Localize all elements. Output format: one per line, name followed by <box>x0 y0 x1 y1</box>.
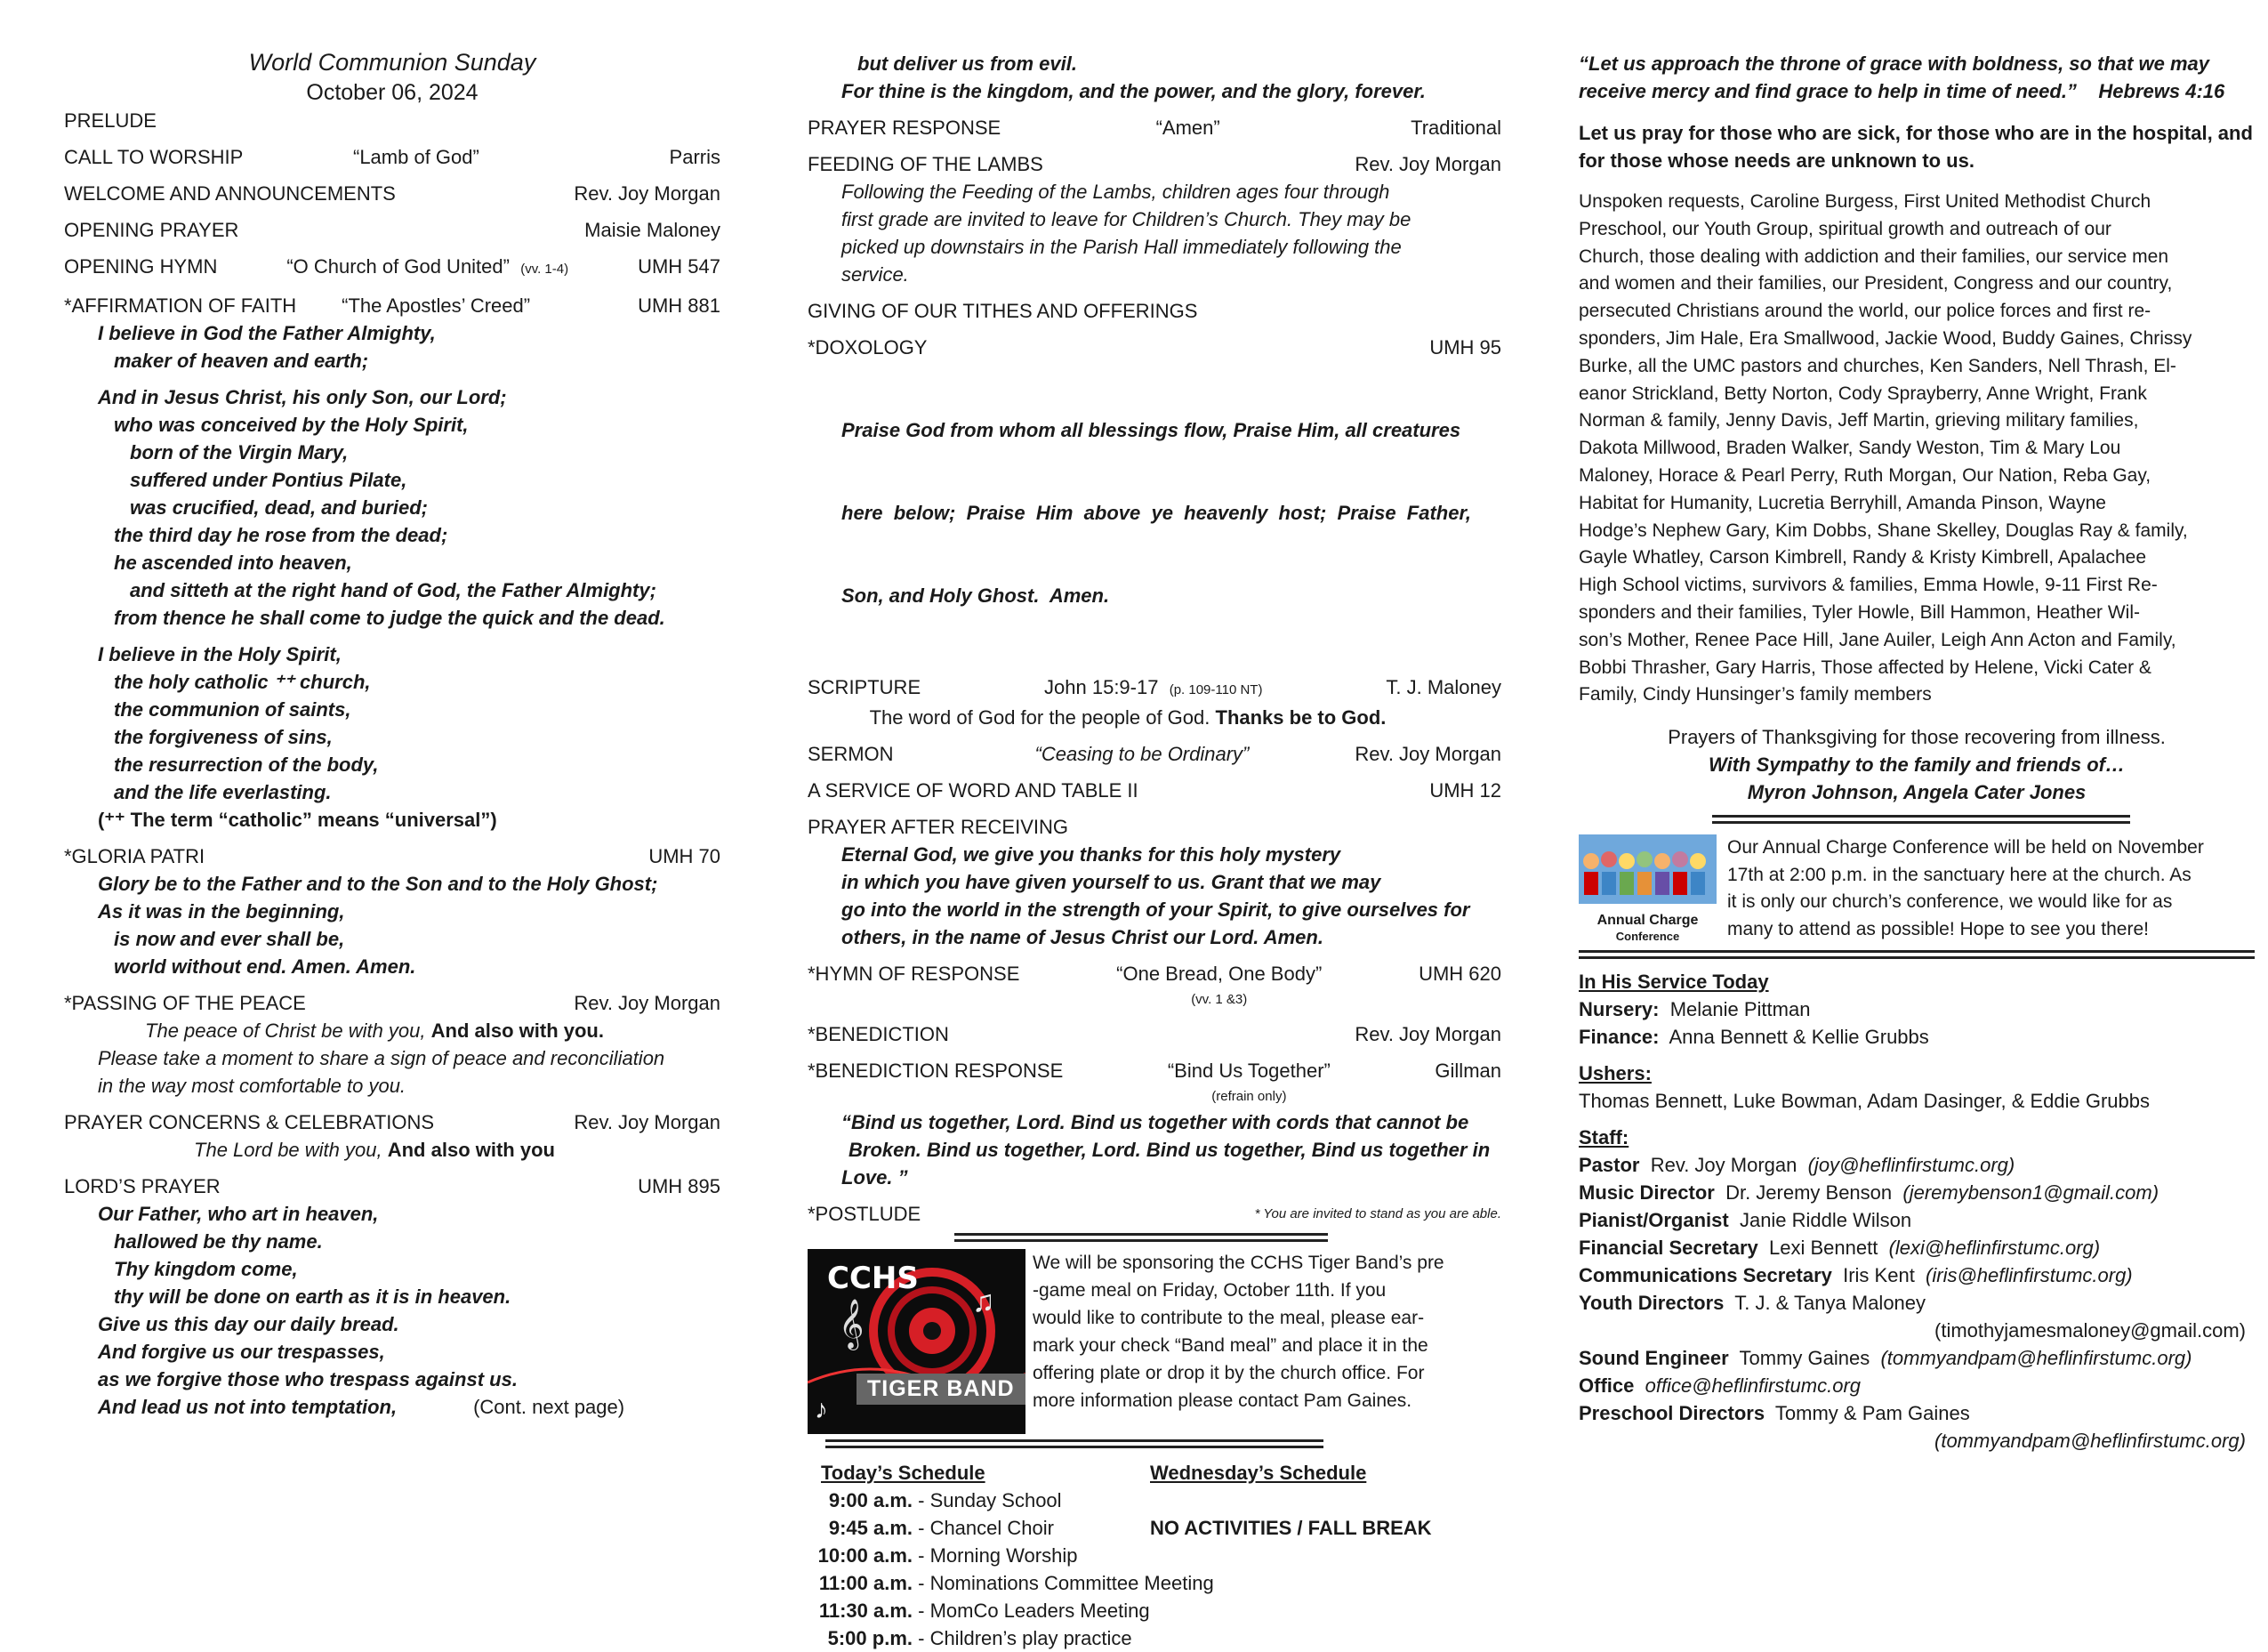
thanksgiving-prayers: Prayers of Thanksgiving for those recovering from illness. <box>1668 726 2166 749</box>
gloria-text: Glory be to the Father and to the Son and to the Holy Ghost; As it was in the beginning, is now and ever shall be, world without end. Amen. Amen. <box>98 873 658 978</box>
word-and-table: A SERVICE OF WORD AND TABLE II UMH 12 <box>808 779 1501 802</box>
wednesday-note: NO ACTIVITIES / FALL BREAK <box>1150 1517 1432 1539</box>
concerns-response: The Lord be with you, And also with you <box>194 1139 555 1161</box>
staff-item: Music Director Dr. Jeremy Benson (jeremybenson1@gmail.com) <box>1579 1181 2159 1205</box>
passing-of-peace: *PASSING OF THE PEACE Rev. Joy Morgan <box>64 992 720 1014</box>
wednesday-schedule-heading: Wednesday’s Schedule <box>1150 1462 1367 1484</box>
preschool-directors: Preschool Directors Tommy & Pam Gaines <box>1579 1402 1970 1425</box>
divider <box>825 1439 1323 1448</box>
svg-text:♪: ♪ <box>815 1395 828 1424</box>
apostles-creed: I believe in God the Father Almighty, maker of heaven and earth; And in Jesus Christ, his only Son, our Lord; who was conceived by the Holy Spirit, born of the Virgin Mary, suffered under Pontius Pilate, was crucified, dead, and buried; the third day he rose from the dead; he ascended into heaven, and sitteth at the right hand of God, the Father Almighty; from thence he shall come to judge the quick and the dead. I believe in the Holy Spirit, the holy catholic ⁺⁺ church, the communion of saints, the forgiveness of sins, the resurrection of the body, and the life everlasting. (⁺⁺ The term “catholic” means “universal”) <box>64 319 720 834</box>
sympathy-line: With Sympathy to the family and friends of… <box>1709 753 2125 777</box>
svg-text:𝄞: 𝄞 <box>839 1301 865 1348</box>
conference-text: Our Annual Charge Conference will be held on November 17th at 2:00 p.m. in the sanctuary here at the church. As it is only our church’s conference, we would like for as many to attend as possible! Hope to see you there! <box>1727 837 2204 939</box>
schedule-item: 10:00 a.m. - Morning Worship <box>817 1544 1078 1567</box>
scripture: SCRIPTURE John 15:9-17 (p. 109-110 NT) T. J. Maloney <box>808 676 1501 698</box>
word-response: The word of God for the people of God. Thanks be to God. <box>869 706 1387 729</box>
tiger-band-logo <box>808 1249 1025 1434</box>
charge-conference <box>1579 834 2255 943</box>
svg-text:♫: ♫ <box>972 1285 995 1318</box>
finance: Finance: Anna Bennett & Kellie Grubbs <box>1579 1026 1929 1049</box>
lords-prayer-text: Our Father, who art in heaven, hallowed be thy name. Thy kingdom come, thy will be done on earth as it is in heaven. Give us this day our daily bread. And forgive us our trespasses, as we forgive those who trespass against us. And lead us not into temptation, (Cont. next page) <box>98 1203 625 1418</box>
creed-footnote: (⁺⁺ The term “catholic” means “universal”) <box>98 809 497 831</box>
service-title: World Communion Sunday <box>248 49 536 76</box>
sound-engineer: Sound Engineer Tommy Gaines (tommyandpam@heflinfirstumc.org) <box>1579 1347 2192 1370</box>
divider <box>954 1233 1328 1242</box>
nursery: Nursery: Melanie Pittman <box>1579 998 1811 1021</box>
affirmation-of-faith: *AFFIRMATION OF FAITH “The Apostles’ Creed” UMH 881 <box>64 294 720 317</box>
band-logo-tiger-band: TIGER BAND <box>857 1374 1025 1405</box>
doxology: *DOXOLOGY UMH 95 <box>808 336 1501 359</box>
hymn-of-response: *HYMN OF RESPONSE “One Bread, One Body” (vv. 1 &3) UMH 620 <box>808 963 1501 1007</box>
ushers-heading: Ushers: <box>1579 1062 1652 1085</box>
divider <box>1712 815 2130 824</box>
opening-hymn: OPENING HYMN “O Church of God United” (vv. 1-4) UMH 547 <box>64 255 720 278</box>
postlude: *POSTLUDE * You are invited to stand as you are able. <box>808 1200 1501 1228</box>
sermon: SERMON “Ceasing to be Ordinary” Rev. Joy Morgan <box>808 743 1501 765</box>
prayer-and-announcements <box>1579 50 2255 1455</box>
welcome: WELCOME AND ANNOUNCEMENTS Rev. Joy Morgan <box>64 182 720 205</box>
lords-prayer-end: but deliver us from evil. For thine is the kingdom, and the power, and the glory, forever. <box>841 52 1426 102</box>
tithes-offerings: GIVING OF OUR TITHES AND OFFERINGS <box>808 300 1198 322</box>
benediction: *BENEDICTION Rev. Joy Morgan <box>808 1023 1501 1045</box>
ushers-list: Thomas Bennett, Luke Bowman, Adam Dasinger, & Eddie Grubbs <box>1579 1090 2151 1113</box>
staff-list <box>1579 1151 2255 1455</box>
conference-logo-text: Annual Charge Conference <box>1596 913 1699 944</box>
office: Office office@heflinfirstumc.org <box>1579 1374 1862 1398</box>
benediction-response: *BENEDICTION RESPONSE “Bind Us Together” (refrain only) Gillman <box>808 1060 1501 1104</box>
feeding-of-lambs: FEEDING OF THE LAMBS Rev. Joy Morgan <box>808 153 1501 175</box>
opening-prayer: OPENING PRAYER Maisie Maloney <box>64 219 720 241</box>
today-schedule-list <box>808 1487 1214 1652</box>
peace-instructions: Please take a moment to share a sign of peace and reconciliation in the way most comfortable to you. <box>98 1047 665 1097</box>
staff-item: Pastor Rev. Joy Morgan (joy@heflinfirstumc.org) <box>1579 1154 2015 1177</box>
schedule-item: 11:00 a.m. - Nominations Committee Meeting <box>818 1572 1214 1594</box>
staff-item: Pianist/Organist Janie Riddle Wilson <box>1579 1209 1912 1232</box>
today-schedule-heading: Today’s Schedule <box>821 1462 985 1484</box>
service-date: October 06, 2024 <box>306 80 479 105</box>
scripture-verse: “Let us approach the throne of grace with boldness, so that we may receive mercy and find grace to help in time of need.” Hebrews 4:16 <box>1579 52 2225 102</box>
sympathy-names: Myron Johnson, Angela Cater Jones <box>1747 781 2087 804</box>
continued-note: (Cont. next page) <box>473 1396 625 1418</box>
lords-prayer: LORD’S PRAYER UMH 895 <box>64 1175 720 1197</box>
feeding-text: Following the Feeding of the Lambs, children ages four through first grade are invited to leave for Children’s Church. They may be picked up downstairs in the Parish Hall immediately following the service. <box>841 181 1411 286</box>
call-to-worship: CALL TO WORSHIP “Lamb of God” Parris <box>64 146 720 168</box>
band-logo-cchs: CCHS <box>827 1261 919 1296</box>
gloria-patri: *GLORIA PATRI UMH 70 <box>64 845 720 867</box>
divider <box>1579 950 2255 959</box>
prayer-concerns: PRAYER CONCERNS & CELEBRATIONS Rev. Joy Morgan <box>64 1111 720 1133</box>
stand-note: * You are invited to stand as you are able. <box>1254 1206 1501 1221</box>
prayer-response: PRAYER RESPONSE “Amen” Traditional <box>808 117 1501 139</box>
staff-item: Financial Secretary Lexi Bennett (lexi@heflinfirstumc.org) <box>1579 1237 2101 1260</box>
schedule <box>808 1459 1501 1649</box>
schedule-item: 9:45 a.m. - Chancel Choir <box>828 1517 1054 1539</box>
staff-heading: Staff: <box>1579 1126 1629 1149</box>
conference-people-art <box>1579 834 1717 904</box>
pray-for-heading: Let us pray for those who are sick, for those who are in the hospital, and for those whose needs are unknown to us. <box>1579 122 2253 172</box>
band-text: We will be sponsoring the CCHS Tiger Band’s pre -game meal on Friday, October 11th. If you would like to contribute to the meal, please ear- mark your check “Band meal” and place it in the offering plate or drop it by the church office. For more information please contact Pam Gaines. <box>1033 1253 1444 1411</box>
bind-us-text: “Bind us together, Lord. Bind us together with cords that cannot be Broken. Bind us together, Lord. Bind us together, Bind us together in Love. ” <box>841 1111 1491 1189</box>
prayer-requests: Unspoken requests, Caroline Burgess, First United Methodist Church Preschool, our Youth Group, spiritual growth and outreach of our Church, those dealing with addiction and their families, our service men and women and their families, our President, Congress and our country, persecuted Christians around the world, our police forces and first re- sponders, Jim Hale, Era Smallwood, Jackie Wood, Buddy Gaines, Chrissy Burke, all the UMC pastors and churches, Ken Sanders, Nell Thrash, El- eanor Strickland, Betty Norton, Cody Sprayberry, Anne Wright, Frank Norman & family, Jenny Davis, Jeff Martin, grieving military families, Dakota Millwood, Braden Walker, Sandy Weston, Tim & Mary Lou Maloney, Horace & Pearl Perry, Ruth Morgan, Our Nation, Reba Gay, Habitat for Humanity, Lucretia Berryhill, Amanda Pinson, Wayne Hodge’s Nephew Gary, Kim Dobbs, Shane Skelley, Douglas Ray & family, Gayle Whatley, Carson Kimbrell, Randy & Kristy Kimbrell, Apalachee High School victims, survivors & families, Emma Howle, 9-11 First Re- sponders and their families, Tyler Howle, Bill Hammon, Heather Wil- son’s Mother, Renee Pace Hill, Jane Auiler, Leigh Ann Acton and Family, Bobbi Thrasher, Gary Harris, Those affected by Helene, Vicki Cater & Family, Cindy Hunsinger’s family members <box>1579 191 2192 705</box>
staff-item: Communications Secretary Iris Kent (iris@heflinfirstumc.org) <box>1579 1264 2133 1287</box>
schedule-item: 5:00 p.m. - Children’s play practice <box>827 1627 1132 1649</box>
in-his-service-heading: In His Service Today <box>1579 971 1769 994</box>
schedule-item: 9:00 a.m. - Sunday School <box>828 1489 1062 1511</box>
youth-email: (timothyjamesmaloney@gmail.com) <box>1934 1319 2246 1342</box>
annual-charge-conference-logo <box>1579 834 1717 944</box>
staff-item: Youth Directors T. J. & Tanya Maloney <box>1579 1292 1926 1315</box>
peace-response: The peace of Christ be with you, And also with you. <box>145 1019 604 1042</box>
prelude: PRELUDE <box>64 109 157 132</box>
after-text: Eternal God, we give you thanks for this holy mystery in which you have given yourself to us. Grant that we may go into the world in the strength of your Spirit, to give ourselves for others, in the name of Jesus Christ our Lord. Amen. <box>841 843 1470 948</box>
prayer-after-receiving: PRAYER AFTER RECEIVING <box>808 816 1068 838</box>
schedule-item: 11:30 a.m. - MomCo Leaders Meeting <box>818 1600 1150 1622</box>
order-of-worship-part1 <box>64 46 720 1421</box>
preschool-email: (tommyandpam@heflinfirstumc.org) <box>1934 1430 2246 1453</box>
band-announcement <box>808 1249 1501 1434</box>
doxology-text: Praise God from whom all blessings flow, Praise Him, all creatures here below; Praise Him above ye heavenly host; Praise Father, Son, and Holy Ghost. Amen. <box>841 419 1471 607</box>
order-of-worship-part2 <box>808 50 1501 1649</box>
